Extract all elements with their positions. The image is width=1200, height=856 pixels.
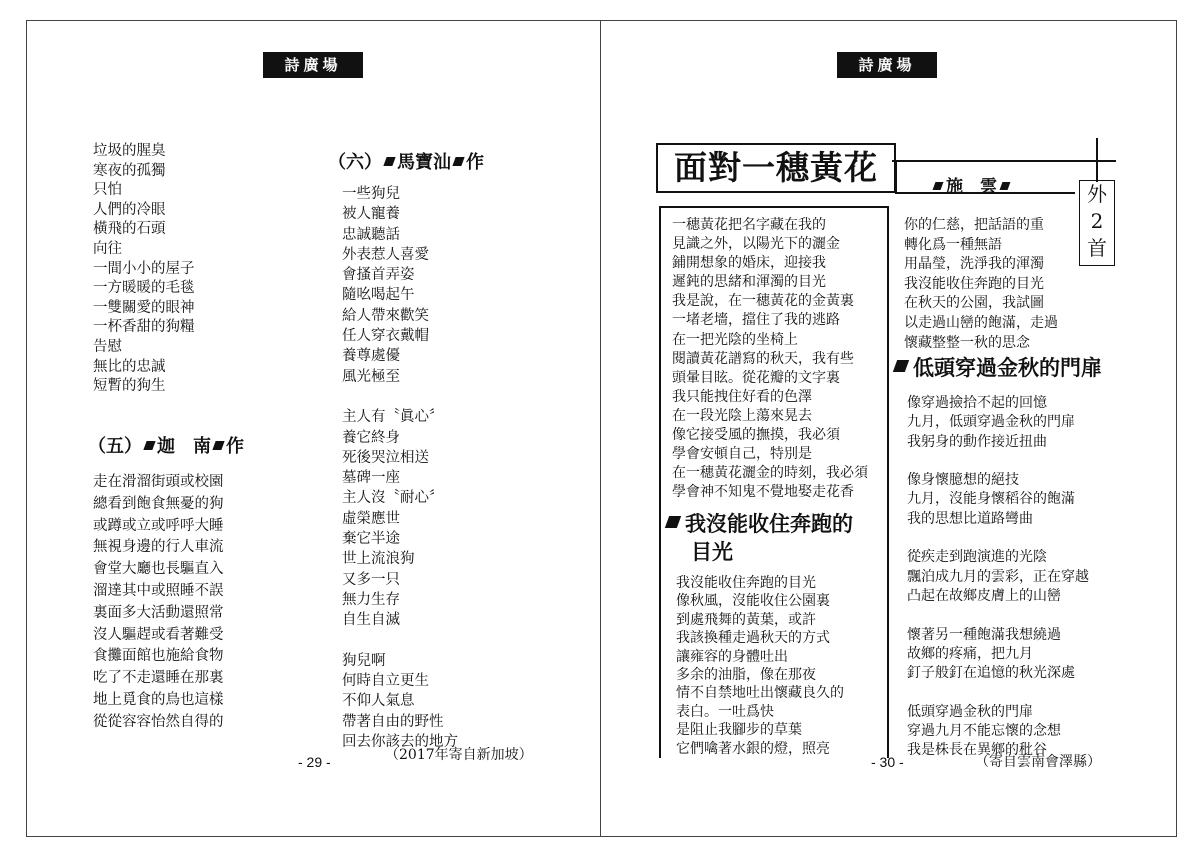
- poem-line: 不仰人氣息: [342, 693, 415, 710]
- poem-line: 從疾走到跑演進的光陰: [907, 549, 1047, 566]
- poem-line: 鋪開想象的婚床，迎接我: [672, 255, 826, 272]
- column-rule-left: [659, 206, 661, 758]
- poem-line: 無力生存: [342, 591, 400, 608]
- poem-line: 自生自滅: [342, 612, 400, 629]
- stanza-gap: [907, 683, 1089, 702]
- poem-line: 你的仁慈，把話語的重: [904, 217, 1044, 233]
- poem-line: 走在滑溜街頭或校園: [93, 474, 224, 490]
- poem-line: 帶著自由的野性: [342, 713, 444, 730]
- poem-line: 讓雍容的身體吐出: [676, 648, 788, 665]
- poem-line: 九月，低頭穿過金秋的門扉: [907, 414, 1075, 431]
- poem-line: 無視身邊的行人車流: [93, 539, 224, 556]
- poem-line: 回去你該去的地方: [342, 734, 458, 751]
- subtitle-one-line: 目光: [691, 539, 733, 564]
- poem-line: 垃圾的腥臭: [93, 143, 166, 159]
- subtitle-two-text: 低頭穿過金秋的門扉: [913, 355, 1102, 380]
- poem-line: 情不自禁地吐出懷藏良久的: [676, 685, 844, 702]
- subtitle-one: [667, 510, 853, 566]
- poem-line: 低頭穿過金秋的門扉: [907, 703, 1033, 720]
- poem-two: [676, 574, 844, 758]
- poem-line: 任人穿衣戴帽: [342, 328, 429, 345]
- poem-column-two: [904, 216, 1058, 353]
- poem-line: 養它終身: [342, 429, 400, 446]
- poem-line: 一杯香甜的狗糧: [93, 319, 195, 336]
- poem-line: 懷著另一種飽滿我想繞過: [907, 626, 1061, 643]
- poem-line: 穿過九月不能忘懷的念想: [907, 723, 1061, 740]
- poem-line: 會堂大廳也長驅直入: [93, 561, 224, 578]
- poem-line: 在一段光陰上蕩來晃去: [672, 407, 812, 424]
- poem-title: 面對一穗黃花: [656, 143, 896, 193]
- square-mark-icon: [143, 441, 155, 450]
- right-page-note: （寄自雲南會澤縣）: [975, 754, 1101, 770]
- square-mark-icon: [452, 157, 464, 166]
- poem-line: 人們的冷眼: [93, 201, 166, 218]
- right-page-header: 詩廣場: [837, 52, 937, 78]
- poem-line: 死後哭泣相送: [342, 449, 429, 466]
- poem-line: 用晶瑩，洗淨我的渾濁: [904, 256, 1044, 273]
- poem-line: 九月，沒能身懷稻谷的飽滿: [907, 491, 1075, 508]
- left-page-number: - 29 -: [298, 754, 331, 770]
- poem-line: 一雙關愛的眼神: [93, 299, 195, 316]
- side-label-char: 外: [1087, 182, 1107, 206]
- side-label-char: 首: [1087, 236, 1107, 260]
- square-mark-icon: [893, 360, 909, 372]
- side-label-box: [1079, 180, 1115, 266]
- poem-line: 像身懷臆想的絕技: [907, 472, 1019, 489]
- section-five-number: （五）: [88, 436, 142, 457]
- poem-line: 給人帶來歡笑: [342, 307, 429, 324]
- poem-line: 溜達其中或照睡不誤: [93, 582, 224, 599]
- poem-line: 橫飛的石頭: [93, 221, 166, 238]
- poem-line: 像它接受風的撫摸，我必須: [672, 427, 840, 444]
- poem-line: 是阻止我腳步的草葉: [676, 722, 802, 739]
- section-six-suffix: 作: [466, 152, 484, 173]
- poem-line: 會搔首弄姿: [342, 267, 415, 284]
- poem-line: 在一穗黃花灑金的時刻，我必須: [672, 465, 868, 482]
- section-six-number: （六）: [328, 152, 382, 173]
- poem-line: 主人沒〝耐心〞: [342, 490, 444, 507]
- poem-line: 總看到飽食無憂的狗: [93, 495, 224, 512]
- poem-line: 多余的油脂，像在那夜: [676, 666, 816, 683]
- poem-line: 隨吆喝起午: [342, 287, 415, 304]
- poem-line: 一間小小的屋子: [93, 260, 195, 277]
- poem-line: 或蹲或立或呼呼大睡: [93, 517, 224, 534]
- poem-line: 告慰: [93, 338, 122, 355]
- section-six-heading: [328, 148, 484, 174]
- poem-line: 只怕: [93, 182, 122, 199]
- poem-line: 墓碑一座: [342, 470, 400, 487]
- poem-line: 閱讀黃花譜寫的秋天，我有些: [672, 350, 854, 367]
- poem-line: 食攤面館也施給食物: [93, 648, 224, 665]
- poem-line: 一堵老墻，擋住了我的逃路: [672, 312, 840, 329]
- square-mark-icon: [933, 182, 944, 190]
- left-page-note: （2017年寄自新加坡）: [385, 747, 533, 763]
- right-page-number: - 30 -: [871, 754, 904, 770]
- poem-line: 我躬身的動作接近扭曲: [907, 433, 1047, 450]
- poem-line: 以走過山巒的飽滿，走過: [904, 314, 1058, 331]
- poem-line: 被人寵養: [342, 206, 400, 223]
- poem-line: 吃了不走還睡在那裏: [93, 670, 224, 687]
- poem-line: 學會神不知鬼不覺地娶走花香: [672, 484, 854, 501]
- column-rule-middle: [887, 206, 889, 758]
- poem-line: 遲鈍的思緒和渾濁的目光: [672, 274, 826, 291]
- author-line: [930, 172, 1013, 197]
- poem-line: 我是說，在一穗黃花的金黃裏: [672, 293, 854, 310]
- poem-line: 短暫的狗生: [93, 378, 166, 395]
- poem-line: 表白。一吐爲快: [676, 703, 774, 720]
- poem-line: 風光極至: [342, 368, 400, 385]
- stanza-gap: [907, 529, 1089, 548]
- poem-line: 見識之外，以陽光下的灑金: [672, 236, 840, 253]
- subtitle-two: [895, 354, 1102, 382]
- poem-line: 忠誠聽話: [342, 226, 400, 243]
- poem-column-one: [672, 216, 868, 502]
- square-mark-icon: [1000, 182, 1011, 190]
- side-label-char: 2: [1090, 209, 1104, 233]
- square-mark-icon: [212, 441, 224, 450]
- poem-line: 外表惹人喜愛: [342, 246, 429, 263]
- poem-line: 養尊處優: [342, 348, 400, 365]
- poem-line: 地上覓食的鳥也這樣: [93, 691, 224, 708]
- title-rule-horizontal: [892, 160, 1116, 162]
- poem-line: 頭暈目眩。從花瓣的文字裏: [672, 369, 840, 386]
- stanza-gap: [907, 452, 1089, 471]
- poem-five: [93, 472, 224, 734]
- stanza-gap: [907, 606, 1089, 625]
- poem-line: 我是株長在異鄉的秕谷: [907, 742, 1047, 759]
- section-five-author: 迦 南: [157, 436, 211, 457]
- poem-line: 棄它半途: [342, 531, 400, 548]
- poem-line: 它們噙著水銀的燈，照亮: [676, 740, 830, 757]
- poem-line: 虛榮應世: [342, 510, 400, 527]
- poem-line: 無比的忠誠: [93, 358, 166, 375]
- poem-line: 飄泊成九月的雲彩，正在穿越: [907, 568, 1089, 585]
- poem-line: 沒人驅趕或看著難受: [93, 626, 224, 643]
- title-rule-vertical: [1096, 138, 1098, 182]
- section-five-heading: [88, 432, 244, 458]
- poem-line: 向往: [93, 240, 122, 257]
- poem-line: 一穗黃花把名字藏在我的: [672, 217, 826, 233]
- stanza-gap: [342, 631, 458, 651]
- section-five-suffix: 作: [226, 436, 244, 457]
- poem-line: 轉化爲一種無語: [904, 236, 1002, 253]
- poem-line: 我的思想比道路彎曲: [907, 510, 1033, 527]
- poem-line: 從從容容怡然自得的: [93, 713, 224, 730]
- poem-six: [342, 184, 458, 752]
- poem-line: 在秋天的公園，我試圖: [904, 295, 1044, 312]
- poem-line: 又多一只: [342, 571, 400, 588]
- poem-line: 釘子般釘在追憶的秋光深處: [907, 665, 1075, 682]
- poem-three: [907, 394, 1089, 761]
- poem-line: 在一把光陰的坐椅上: [672, 331, 798, 348]
- poem-line: 裏面多大活動還照常: [93, 604, 224, 621]
- poem-line: 凸起在故鄉皮膚上的山巒: [907, 587, 1061, 604]
- square-mark-icon: [383, 157, 395, 166]
- poem-top-continuation: [93, 142, 195, 397]
- poem-line: 像秋風，沒能收住公園裏: [676, 593, 830, 610]
- poem-line: 我該換種走過秋天的方式: [676, 630, 830, 647]
- poem-line: 學會安頓自己，特別是: [672, 446, 812, 463]
- left-page-header: 詩廣場: [263, 52, 363, 78]
- column-rule-top: [659, 206, 887, 208]
- square-mark-icon: [665, 516, 681, 528]
- author-name: 施 雲: [946, 177, 997, 197]
- poem-line: 世上流浪狗: [342, 551, 415, 568]
- poem-line: 一些狗兒: [342, 186, 400, 202]
- poem-line: 懷藏整整一秋的思念: [904, 334, 1030, 351]
- author-rule-left: [895, 162, 897, 192]
- poem-line: 寒夜的孤獨: [93, 162, 166, 179]
- stanza-gap: [342, 387, 458, 407]
- section-six-author: 馬寶汕: [397, 152, 451, 173]
- poem-line: 我沒能收住奔跑的目光: [676, 575, 816, 591]
- subtitle-one-line: 我沒能收住奔跑的: [685, 511, 853, 536]
- poem-line: 故鄉的疼痛，把九月: [907, 645, 1033, 662]
- poem-line: 我只能拽住好看的色澤: [672, 388, 812, 405]
- poem-line: 到處飛舞的黃葉，或許: [676, 611, 816, 628]
- poem-line: 像穿過撿拾不起的回憶: [907, 395, 1047, 411]
- poem-line: 何時自立更生: [342, 673, 429, 690]
- poem-line: 主人有〝眞心〞: [342, 409, 444, 426]
- poem-line: 我沒能收住奔跑的目光: [904, 275, 1044, 292]
- poem-line: 一方暖暖的毛毯: [93, 280, 195, 297]
- poem-line: 狗兒啊: [342, 652, 386, 669]
